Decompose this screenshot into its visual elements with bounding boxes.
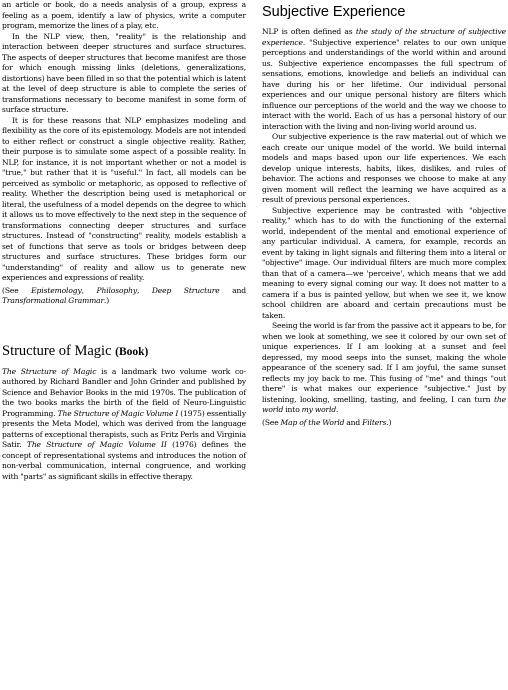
paragraph: The Structure of Magic is a landmark two volume work co-authored by Richard Bandler and John Grinder and published by Science and Behavior Books in the mid 1970s. The publication of the two books marks the birth of the field of Neuro-Linguistic Programming. The Structure of Magic Volume I (1975) essentially presents the Meta Model, which was derived from the language patterns of exceptional therapists, such as Fritz Perls and Virginia Satir. The Structure of Magic Volume II (1976) defines the concept of representational systems and introduces the notion of non-verbal communication, internal congruence, and working with "parts" as significant skills in effective therapy. — [2, 366, 247, 481]
reference-filters: Filters — [362, 417, 387, 427]
book-title: The Structure of Magic — [2, 366, 97, 376]
book-title: The Structure of Magic Volume II — [26, 440, 167, 449]
paragraph: It is for these reasons that NLP emphasizes modeling and flexibility as the core of its epistemology. Models are not intended to either reflect or construct a single objective reality. Rather, their purpose is to simulate some aspect of a possible reality. In NLP, for instance, it is not important whether or not a model is "true," but rather that it is "useful." In fact, all models can be perceived as symbolic or metaphoric, as opposed to reflective of reality. Whether the description being used is metaphorical or literal, the usefulness of a model depends on the degree to which it allows us to move effectively to the next step in the sequence of transformations connecting deeper structures and surface structures. Instead of "constructing" reality, models establish a set of functions that serve as tools or bridges between deep structures and surface structures. These bridges form our "understanding" of reality and allow us to generate new experiences and expressions of reality. — [2, 115, 246, 282]
see-also-reference: (See Epistemology, Philosophy, Deep Structure and Transformational Grammar.) — [2, 285, 247, 305]
emphasis: the world — [262, 394, 506, 414]
reference-epistemology: Epistemology — [31, 285, 82, 295]
left-column — [2, 0, 246, 482]
reference-map-of-the-world: Map of the World — [280, 417, 345, 427]
paragraph: NLP is often defined as the study of the structure of subjective experience. "Subjective experience" relates to our own unique perceptions and understandings of the world within and around us. Subjective experience encompasses the full spectrum of sensations, emotions, knowledge and beliefs an individual can have during his or her lifetime. Our individual personal experiences and our unique personal history are filters which influence our perceptions of the world and the way we choose to interact with the world. Each of us has a personal history of our interaction with the living and non-living world around us. — [262, 27, 507, 131]
section-heading-subjective-experience: Subjective Experience — [262, 4, 406, 20]
reference-philosophy: Philosophy — [96, 285, 137, 295]
book-title: The Structure of Magic Volume I — [57, 408, 179, 418]
reference-deep-structure: Deep Structure — [151, 285, 220, 295]
emphasis: the study of the structure of subjective experience. — [262, 27, 507, 47]
emphasis: my world — [301, 405, 337, 414]
paragraph: Seeing the world is far from the passive act it appears to be, for when we look at something, we see it colored by our own set of unique experiences. If I am looking at a sunset and feel depressed, my mood seeps into the sunset, making the whole appearance of the scenery sad. If I am joyful, the same sunset reflects my joy back to me. This fusing of "me" and things "out there" is what makes our experience "subjective." Just by listening, looking, smelling, tasting, and feeling, I can turn the world into my world. — [262, 321, 506, 414]
paragraph: In the NLP view, then, "reality" is the relationship and interaction between deeper structures and surface structures. The aspects of deeper structures that become manifest are those for which enough missing links (deletions, generalizations, distortions) have been filled in so that the potential which is latent at the level of deep structure is able to complete the series of transformations necessary to become manifest in some form of surface structure. — [2, 31, 246, 114]
heading-title: Structure of Magic — [2, 342, 112, 359]
section-heading-structure-of-magic — [2, 342, 246, 361]
right-column — [262, 0, 506, 428]
paragraph: Subjective experience may be contrasted with "objective reality," which has to do with the functioning of the external world, independent of the mental and emotional experience of any particular individual. A camera, for example, records an event by taking in light signals and filtering them into a literal or "objective" image. Our individual filters are much more complex than that of a camera—we 'perceive', which means that we add meaning to every signal coming our way. It does not matter to a camera if a bus is painted yellow, but when we see it, we know school children are aboard and certain precautions must be taken. — [262, 205, 506, 320]
paragraph: Our subjective experience is the raw material out of which we each create our unique model of the world. We build internal models and maps based upon our life experiences. We each develop unique interests, habits, likes, dislikes, and rules of behavior. The actions and responses we choose to make at any given moment will reflect the learning we have acquired as a result of previous personal experiences. — [262, 132, 506, 204]
heading-tag: (Book) — [115, 345, 149, 358]
see-also-reference: (See Map of the World and Filters.) — [262, 417, 392, 427]
paragraph: an article or book, do a needs analysis of a group, express a feeling as a poem, identify a law of physics, write a computer program, memorize the lines of a play, etc. — [2, 0, 246, 30]
see-prefix: (See — [2, 285, 32, 295]
reference-transformational-grammar: Transformational Grammar — [2, 296, 105, 305]
